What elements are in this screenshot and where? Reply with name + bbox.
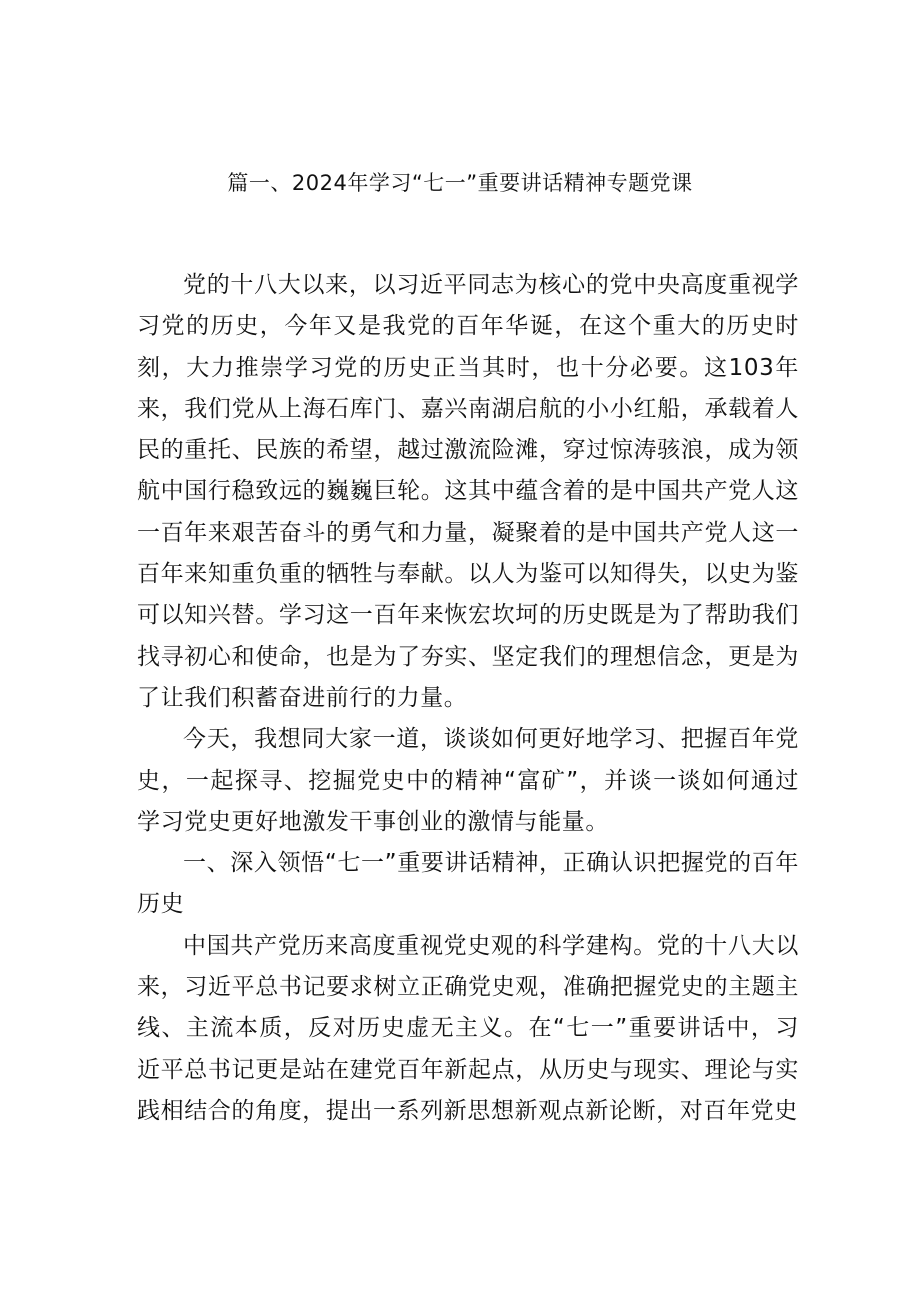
document-body bbox=[137, 265, 799, 1132]
document-title: 篇一、2024年学习“七一”重要讲话精神专题党课 bbox=[227, 171, 693, 195]
paragraph-today: 今天，我想同大家一道，谈谈如何更好地学习、把握百年党史，一起探寻、挖掘党史中的精神“富矿”，并谈一谈如何通过学习党史更好地激发干事创业的激情与能量。 bbox=[137, 726, 799, 835]
paragraph-party-history: 中国共产党历来高度重视党史观的科学建构。党的十八大以来，习近平总书记要求树立正确党史观，准确把握党史的主题主线、主流本质，反对历史虚无主义。在“七一”重要讲话中，习近平总书记更是站在建党百年新起点，从历史与现实、理论与实践相结合的角度，提出一系列新思想新观点新论断，对百年党史 bbox=[137, 932, 799, 1124]
paragraph-intro: 党的十八大以来，以习近平同志为核心的党中央高度重视学习党的历史，今年又是我党的百年华诞，在这个重大的历史时刻，大力推崇学习党的历史正当其时，也十分必要。这103年来，我们党从上海石库门、嘉兴南湖启航的小小红船，承载着人民的重托、民族的希望，越过激流险滩，穿过惊涛骇浪，成为领航中国行稳致远的巍巍巨轮。这其中蕴含着的是中国共产党人这一百年来艰苦奋斗的勇气和力量，凝聚着的是中国共产党人这一百年来知重负重的牺牲与奉献。以人为鉴可以知得失，以史为鉴可以知兴替。学习这一百年来恢宏坎坷的历史既是为了帮助我们找寻初心和使命，也是为了夯实、坚定我们的理想信念，更是为了让我们积蓄奋进前行的力量。 bbox=[137, 272, 799, 711]
section-heading-1: 一、深入领悟“七一”重要讲话精神，正确认识把握党的百年历史 bbox=[137, 850, 799, 918]
